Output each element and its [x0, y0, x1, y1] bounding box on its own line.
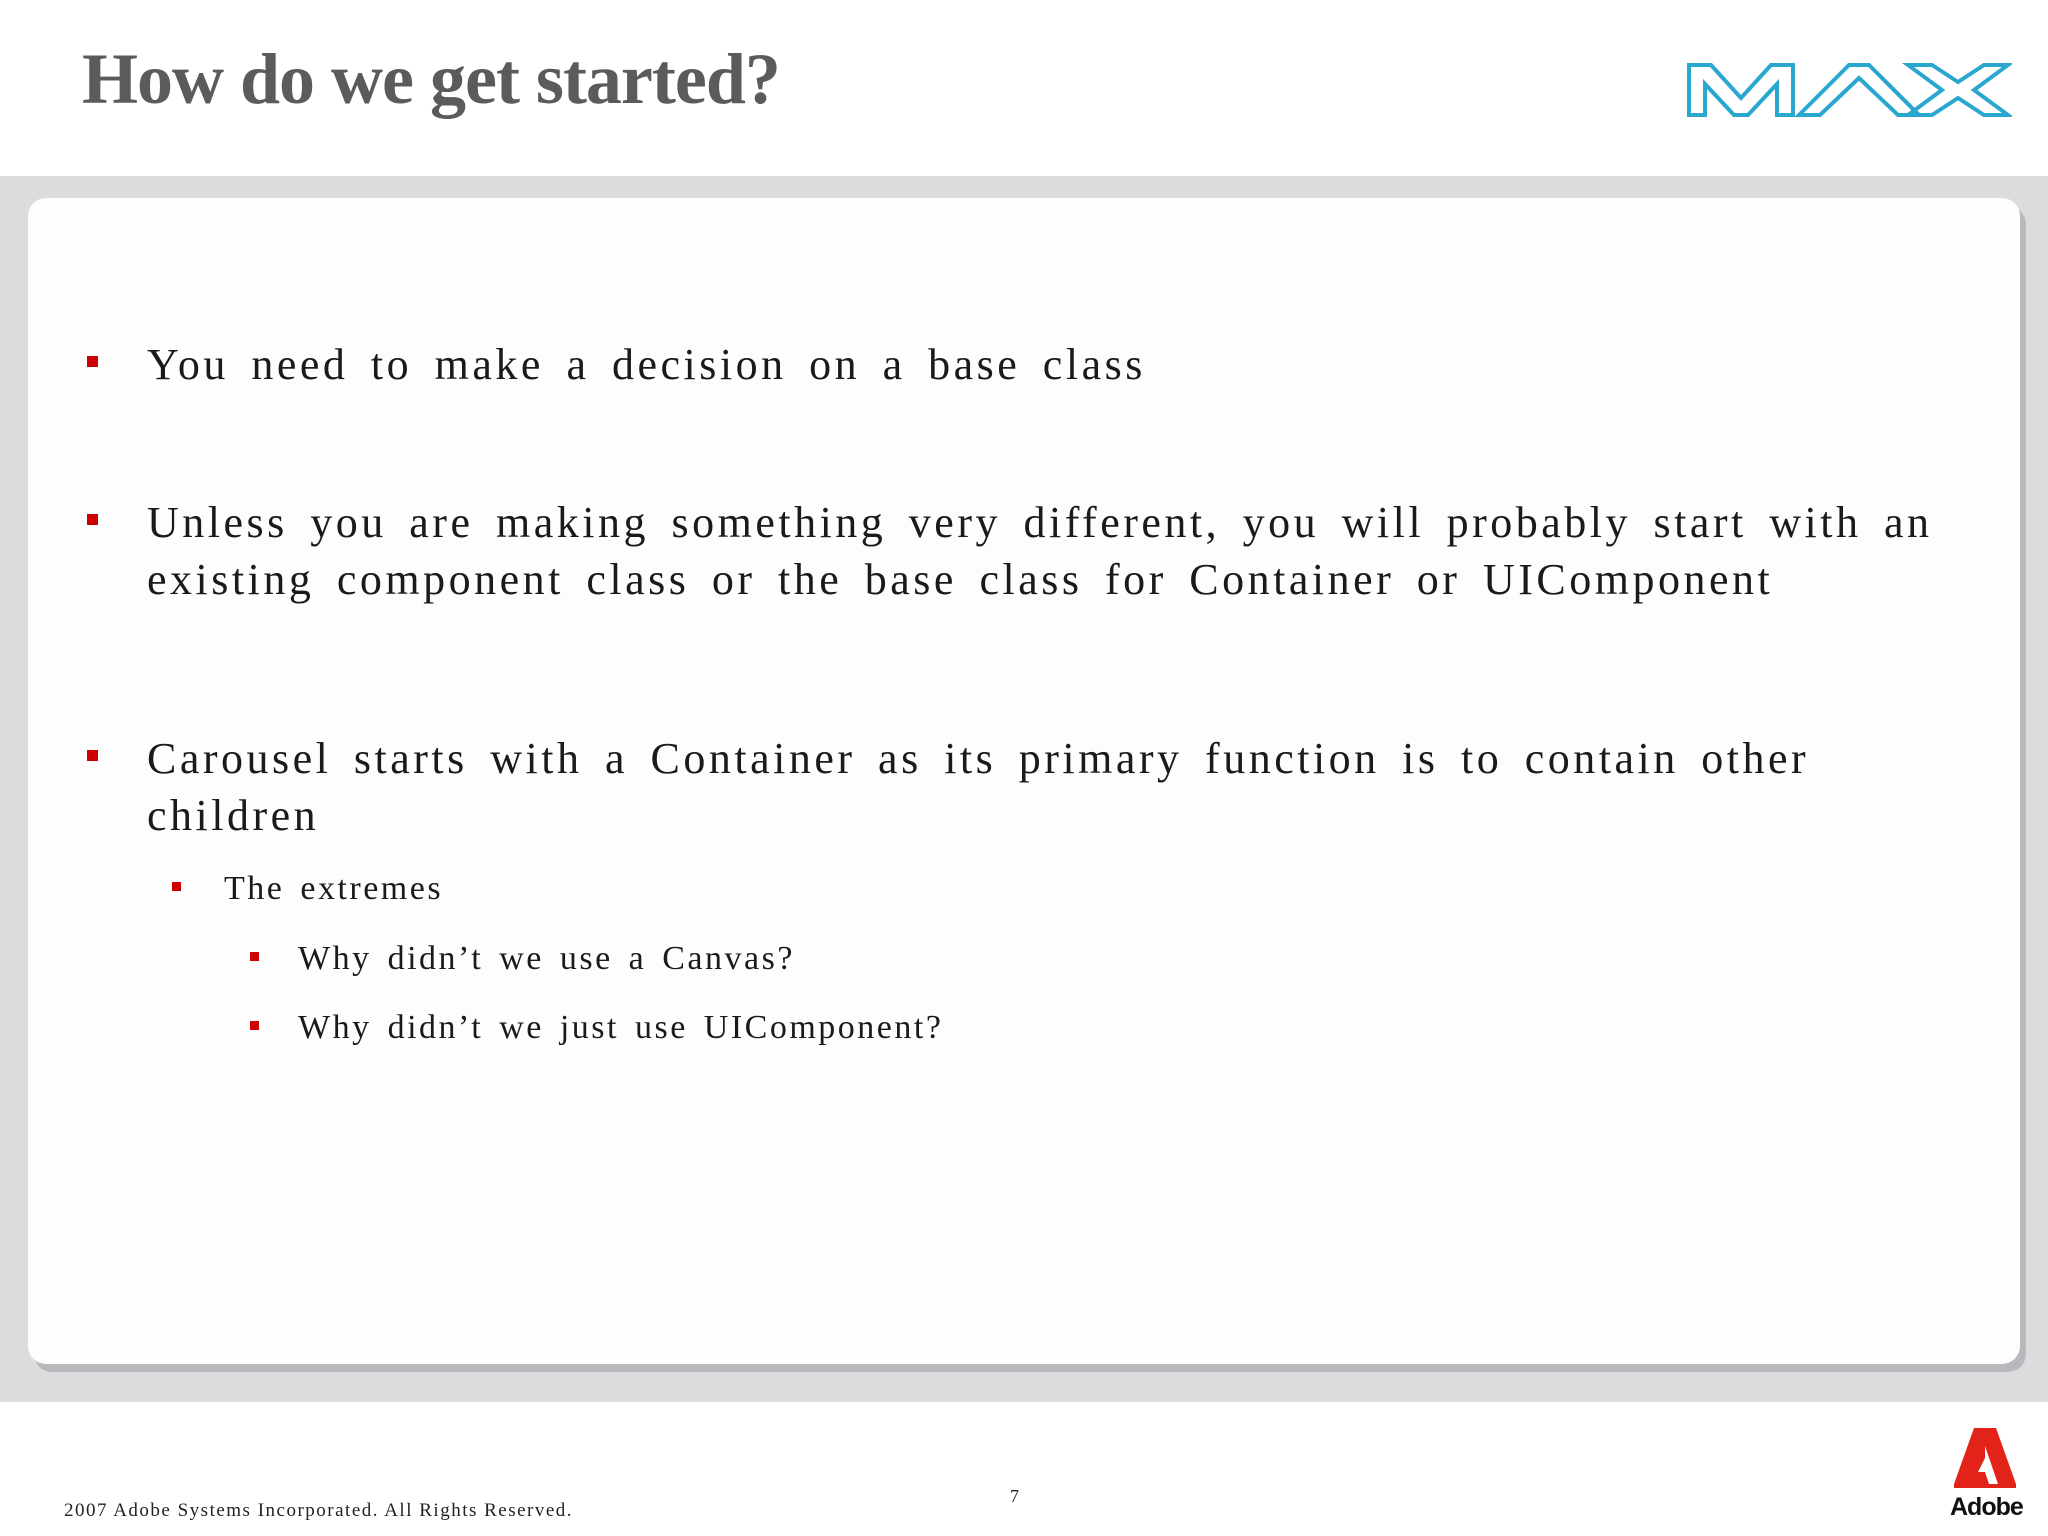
bullet-item [147, 494, 1967, 608]
bullet-text: You need to make a decision on a base class [147, 340, 1146, 389]
bullet-marker-icon [87, 750, 98, 761]
bullet-list [28, 198, 2020, 1364]
bullet-text: Carousel starts with a Container as its primary function is to contain other children [147, 734, 1810, 840]
bullet-marker-icon [87, 514, 98, 525]
sub-sub-bullet-item [298, 937, 1798, 981]
bullet-text: Why didn’t we use a Canvas? [298, 940, 795, 977]
bullet-text: The extremes [224, 870, 444, 907]
max-logo [1686, 60, 2012, 120]
bullet-item [147, 336, 1967, 393]
bullet-text: Why didn’t we just use UIComponent? [298, 1009, 944, 1046]
bullet-marker-icon [172, 882, 181, 891]
slide-header [0, 0, 2048, 176]
bullet-text: Unless you are making something very different, you will probably start with an existing component class or the base class for Container or UIComponent [147, 498, 1933, 604]
adobe-wordmark: Adobe [1950, 1493, 2023, 1521]
slide-title: How do we get started? [82, 39, 780, 119]
sub-sub-bullet-item [298, 1006, 1798, 1050]
bullet-marker-icon [250, 952, 259, 961]
bullet-item [147, 730, 1907, 844]
content-panel [28, 198, 2020, 1364]
bullet-marker-icon [250, 1021, 259, 1030]
bullet-marker-icon [87, 356, 98, 367]
page-number: 7 [1010, 1486, 1019, 1506]
copyright-text: 2007 Adobe Systems Incorporated. All Rights Reserved. [64, 1500, 574, 1521]
sub-bullet-item [224, 867, 1824, 911]
